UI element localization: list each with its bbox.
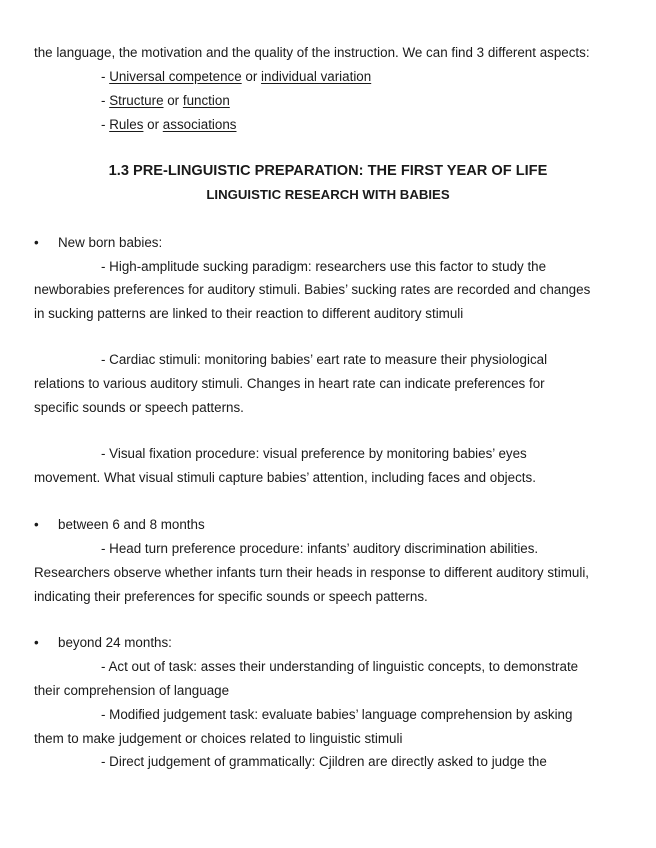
paragraph-line: specific sounds or speech patterns. xyxy=(34,400,244,415)
bullet-title-24-months: beyond 24 months: xyxy=(58,635,172,650)
bullet-icon: • xyxy=(34,635,39,650)
paragraph-line: - High-amplitude sucking paradigm: researchers use this factor to study the xyxy=(101,259,547,274)
aspect-dash: - xyxy=(101,69,110,84)
paragraph-line: - Act out of task: asses their understanding of linguistic concepts, to demonstrate xyxy=(101,659,579,674)
paragraph-line: their comprehension of language xyxy=(34,683,230,698)
bullet-title-newborn: New born babies: xyxy=(58,235,163,250)
aspect-term-a: Rules xyxy=(109,117,144,132)
aspect-term-b: associations xyxy=(162,117,237,132)
aspect-term-b: function xyxy=(182,93,230,108)
paragraph-line: in sucking patterns are linked to their reaction to different auditory stimuli xyxy=(34,306,464,321)
paragraph-line: - Direct judgement of grammatically: Cjildren are directly asked to judge the xyxy=(101,754,547,769)
bullet-title-6-8-months: between 6 and 8 months xyxy=(58,517,205,532)
aspect-item-3 xyxy=(101,117,237,133)
aspect-item-2 xyxy=(101,93,230,109)
paragraph-line: - Head turn preference procedure: infants’ auditory discrimination abilities. xyxy=(101,541,539,556)
paragraph-line: - Cardiac stimuli: monitoring babies’ eart rate to measure their physiological xyxy=(101,352,548,367)
section-heading: 1.3 PRE-LINGUISTIC PREPARATION: THE FIRST YEAR OF LIFE xyxy=(108,163,548,179)
aspect-term-a: Universal competence xyxy=(109,69,242,84)
intro-line: the language, the motivation and the quality of the instruction. We can find 3 different aspects: xyxy=(34,45,590,60)
aspect-dash: - xyxy=(101,93,110,108)
bullet-icon: • xyxy=(34,235,39,250)
bullet-icon: • xyxy=(34,517,39,532)
aspect-term-a: Structure xyxy=(109,93,164,108)
paragraph-line: relations to various auditory stimuli. Changes in heart rate can indicate preferences for xyxy=(34,376,545,391)
aspect-connector: or xyxy=(163,93,183,108)
paragraph-line: newborabies preferences for auditory stimuli. Babies’ sucking rates are recorded and changes xyxy=(34,282,591,297)
aspect-item-1 xyxy=(101,69,371,85)
aspect-dash: - xyxy=(101,117,110,132)
aspect-term-b: individual variation xyxy=(261,69,372,84)
paragraph-line: - Modified judgement task: evaluate babies’ language comprehension by asking xyxy=(101,707,573,722)
paragraph-line: Researchers observe whether infants turn their heads in response to different auditory stimuli, xyxy=(34,565,590,580)
aspect-connector: or xyxy=(241,69,262,84)
paragraph-line: - Visual fixation procedure: visual preference by monitoring babies’ eyes xyxy=(101,446,527,461)
paragraph-line: indicating their preferences for specific sounds or speech patterns. xyxy=(34,589,428,604)
section-subheading: LINGUISTIC RESEARCH WITH BABIES xyxy=(206,187,450,202)
paragraph-line: them to make judgement or choices related to linguistic stimuli xyxy=(34,731,403,746)
paragraph-line: movement. What visual stimuli capture babies’ attention, including faces and objects. xyxy=(34,470,536,485)
aspect-connector: or xyxy=(143,117,163,132)
